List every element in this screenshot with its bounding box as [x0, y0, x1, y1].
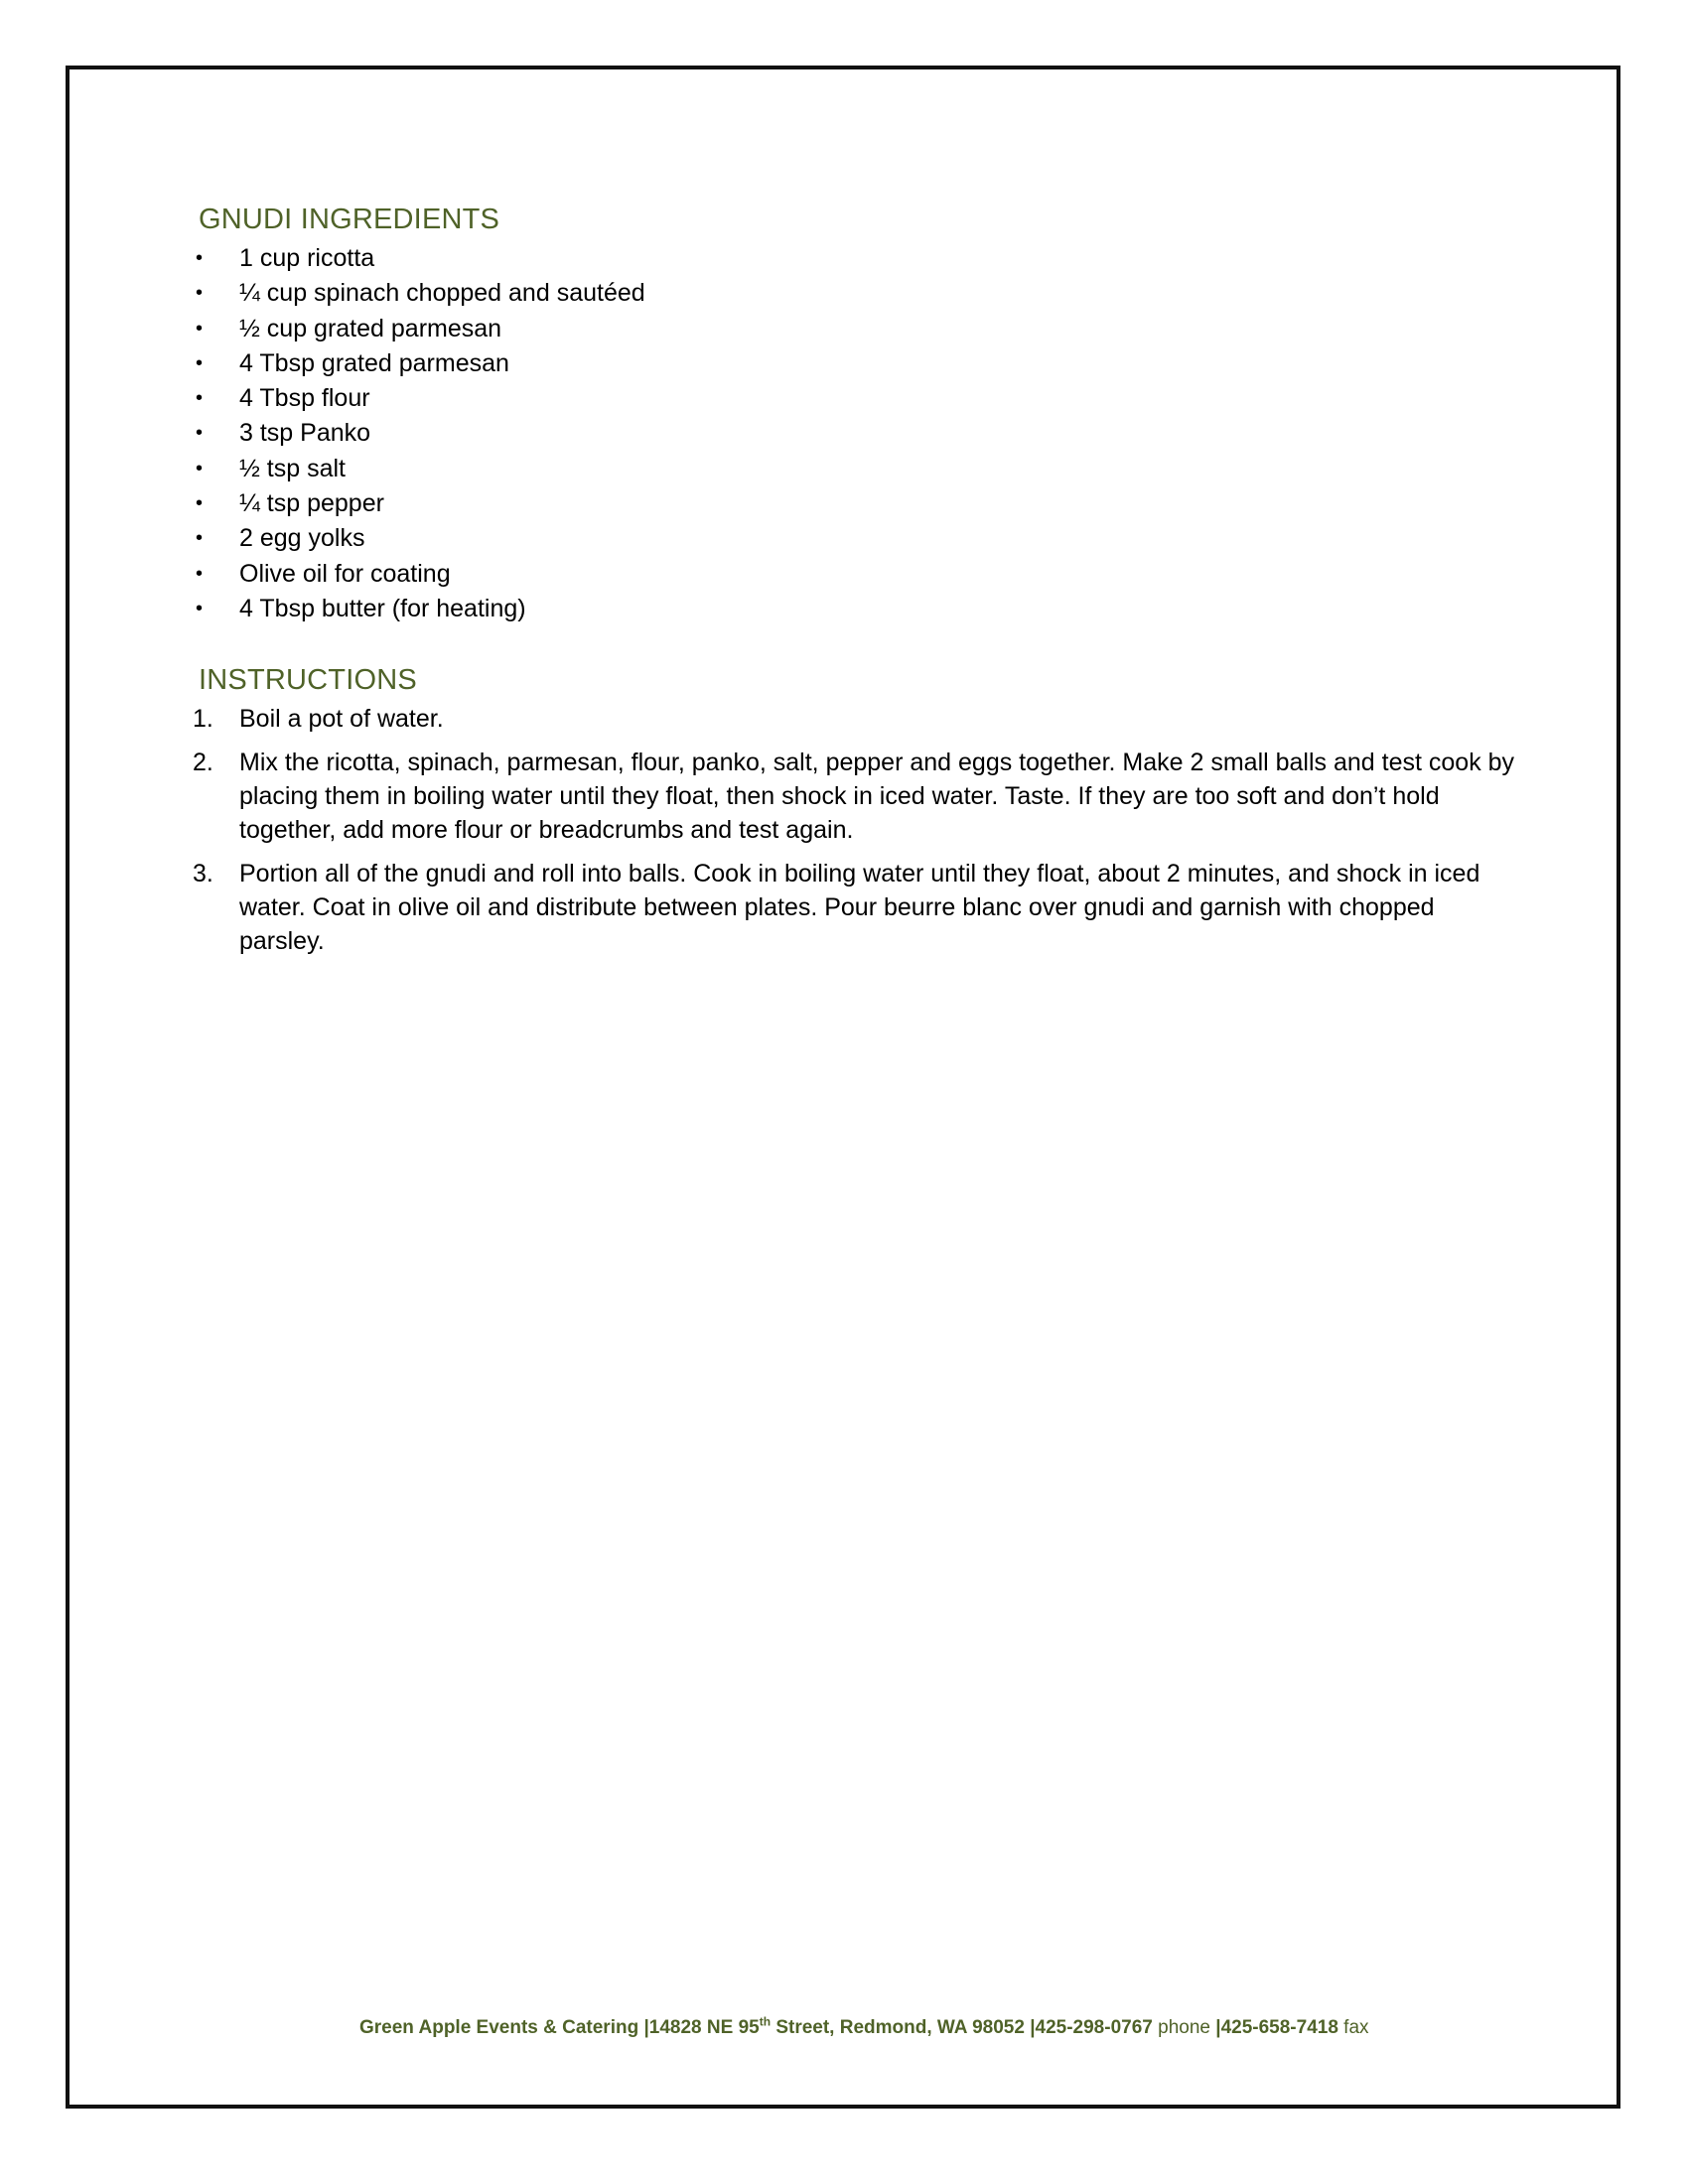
ingredient-text: 4 Tbsp butter (for heating)	[239, 594, 526, 622]
page-footer	[359, 2014, 1369, 2039]
step-text: Mix the ricotta, spinach, parmesan, flour, panko, salt, pepper and eggs together. Make 2 small balls and test cook by placing them in boiling water until they float, then shock in iced water. Taste. If they are too soft and don’t hold together, add more flour or breadcrumbs and test again.	[239, 749, 1515, 845]
footer-address-phone: Street, Redmond, WA 98052 |425-298-0767	[771, 2017, 1153, 2038]
bullet-icon: •	[196, 422, 204, 445]
step-number: 1.	[193, 705, 213, 734]
ingredient-text: 3 tsp Panko	[239, 419, 371, 448]
list-item	[196, 452, 1489, 486]
recipe-content	[193, 202, 1515, 968]
list-item	[196, 381, 1489, 416]
list-item	[196, 521, 1489, 556]
footer-fax-number: |425-658-7418	[1215, 2017, 1338, 2038]
bullet-icon: •	[196, 387, 204, 410]
list-item	[196, 346, 1489, 381]
bullet-icon: •	[196, 457, 204, 479]
footer-fax-label: fax	[1337, 2017, 1369, 2038]
list-item	[196, 486, 1489, 521]
ingredient-text: ¼ cup spinach chopped and sautéed	[239, 279, 645, 308]
step-number: 2.	[193, 749, 213, 777]
instruction-step	[193, 857, 1520, 958]
list-item	[196, 312, 1489, 346]
bullet-icon: •	[196, 597, 204, 619]
step-text: Boil a pot of water.	[239, 705, 444, 734]
bullet-icon: •	[196, 247, 204, 269]
footer-superscript: th	[759, 2014, 772, 2029]
instructions-heading: INSTRUCTIONS	[199, 664, 417, 697]
ingredient-text: ½ tsp salt	[239, 454, 346, 482]
ingredient-text: 2 egg yolks	[239, 524, 365, 553]
bullet-icon: •	[196, 492, 204, 515]
bullet-icon: •	[196, 351, 204, 374]
bullet-icon: •	[196, 527, 204, 550]
list-item	[196, 276, 1489, 311]
instruction-step	[193, 702, 1520, 736]
footer-phone-label: phone	[1152, 2017, 1216, 2038]
step-text: Portion all of the gnudi and roll into balls. Cook in boiling water until they float, about 2 minutes, and shock in iced water. Coat in olive oil and distribute between plates. Pour beurre blanc over gnudi and garnish with chopped parsley.	[239, 860, 1480, 956]
ingredient-text: 1 cup ricotta	[239, 244, 375, 272]
list-item	[196, 592, 1489, 626]
ingredient-text: ½ cup grated parmesan	[239, 314, 502, 342]
footer-company-address: Green Apple Events & Catering |14828 NE 95	[359, 2017, 760, 2038]
ingredients-list	[196, 241, 1489, 626]
list-item	[196, 416, 1489, 451]
ingredient-text: 4 Tbsp flour	[239, 384, 370, 413]
bullet-icon: •	[196, 317, 204, 340]
ingredient-text: ¼ tsp pepper	[239, 489, 384, 518]
instruction-step	[193, 746, 1520, 847]
list-item	[196, 241, 1489, 276]
list-item	[196, 557, 1489, 592]
ingredient-text: Olive oil for coating	[239, 559, 451, 588]
bullet-icon: •	[196, 562, 204, 585]
ingredient-text: 4 Tbsp grated parmesan	[239, 348, 509, 377]
step-number: 3.	[193, 860, 213, 888]
instructions-list	[193, 702, 1515, 958]
bullet-icon: •	[196, 282, 204, 305]
ingredients-heading: GNUDI INGREDIENTS	[199, 204, 500, 235]
